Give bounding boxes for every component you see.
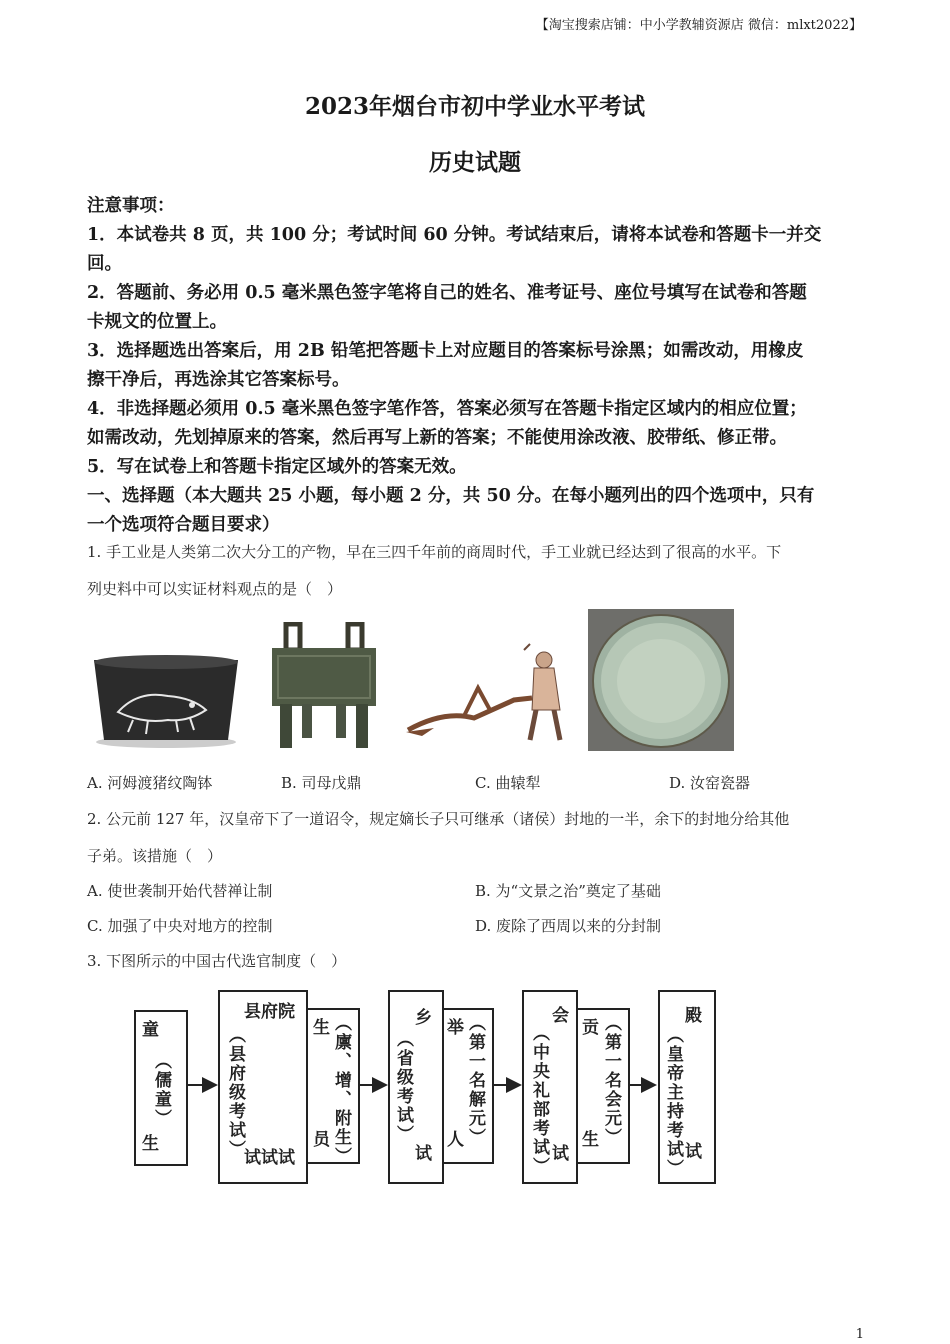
notice-item-1: 1．本试卷共 8 页，共 100 分；考试时间 60 分钟。考试结束后，请将本试卷和答题卡一并交	[87, 225, 822, 245]
q1-stem: 1. 手工业是人类第二次大分工的产物，早在三四千年前的商周时代，手工业就已经达到了很高的水平。下	[87, 543, 782, 561]
notice-item-3-cont: 擦干净后，再选涂其它答案标号。	[87, 370, 350, 390]
notice-item-5: 5．写在试卷上和答题卡指定区域外的答案无效。	[87, 457, 467, 477]
flow-b5-bottom: 人	[447, 1130, 464, 1150]
flow-b3-bottom: 员	[313, 1130, 330, 1150]
notice-item-1-cont: 回。	[87, 254, 122, 274]
flow-b3-note: （廪、增、附生）	[331, 1014, 351, 1166]
section-heading: 一、选择题（本大题共 25 小题，每小题 2 分，共 50 分。在每小题列出的四个选项中，只有	[87, 486, 815, 506]
notice-item-4: 4．非选择题必须用 0.5 毫米黑色签字笔作答，答案必须写在答题卡指定区域内的相应位置；	[87, 399, 807, 419]
flow-b6-bottom: 试	[552, 1144, 569, 1164]
flow-b1-note: （儒童）	[151, 1052, 171, 1128]
q1-option-c: C. 曲辕犁	[475, 774, 541, 792]
q2-option-c: C. 加强了中央对地方的控制	[87, 917, 273, 935]
q1-stem-cont: 列史料中可以实证材料观点的是（ ）	[87, 580, 343, 598]
flow-b8-bottom: 试	[685, 1142, 702, 1162]
page-number: 1	[855, 1327, 864, 1342]
q1-option-d: D. 汝窑瓷器	[669, 774, 751, 792]
flow-b4-note: （省级考试）	[393, 1030, 413, 1144]
q2-option-d: D. 废除了西周以来的分封制	[475, 917, 662, 935]
exam-title: 2023年烟台市初中学业水平考试	[304, 93, 645, 120]
notice-item-2: 2．答题前、务必用 0.5 毫米黑色签字笔将自己的姓名、准考证号、座位号填写在试卷和答题	[87, 283, 807, 303]
q2-option-b: B. 为“文景之治”奠定了基础	[475, 882, 661, 900]
flow-b3-top: 生	[313, 1018, 330, 1038]
flow-b5-top: 举	[447, 1018, 464, 1038]
q2-option-a: A. 使世袭制开始代替禅让制	[87, 882, 273, 900]
flow-b4-bottom: 试	[415, 1144, 432, 1164]
header-note: 【淘宝搜索店铺：中小学教辅资源店 微信：mlxt2022】	[535, 18, 862, 33]
q2-stem-cont: 子弟。该措施（ ）	[87, 847, 223, 865]
flow-b2-top: 县府院	[244, 1002, 295, 1022]
flow-b7-bottom: 生	[582, 1130, 599, 1150]
notice-heading: 注意事项：	[87, 196, 175, 216]
flow-b8-top: 殿	[685, 1006, 702, 1026]
exam-subtitle: 历史试题	[429, 149, 521, 176]
flow-b6-top: 会	[552, 1006, 569, 1026]
notice-item-2-cont: 卡规文的位置上。	[87, 312, 227, 332]
q1-option-a: A. 河姆渡猪纹陶钵	[87, 774, 213, 792]
notice-item-3: 3．选择题选出答案后，用 2B 铅笔把答题卡上对应题目的答案标号涂黑；如需改动，用橡皮	[87, 341, 804, 361]
flow-b6-note: （中央礼部考试）	[529, 1024, 549, 1176]
flow-b7-note: （第一名会元）	[601, 1014, 621, 1147]
flow-b1-top: 童	[142, 1020, 159, 1040]
flow-b1-bottom: 生	[142, 1134, 159, 1154]
flow-b2-bottom: 试试试	[244, 1148, 295, 1168]
notice-item-4-cont: 如需改动，先划掉原来的答案，然后再写上新的答案；不能使用涂改液、胶带纸、修正带。	[87, 428, 787, 448]
flow-b2-note: （县府级考试）	[225, 1026, 245, 1159]
flow-b7-top: 贡	[582, 1018, 599, 1038]
q2-stem: 2. 公元前 127 年，汉皇帝下了一道诏令，规定嫡长子只可继承（诸侯）封地的一半，余下的封地分给其他	[87, 810, 790, 828]
flow-b4-top: 乡	[415, 1008, 432, 1028]
q3-stem: 3. 下图所示的中国古代选官制度（ ）	[87, 952, 347, 970]
q1-option-b: B. 司母戊鼎	[281, 774, 362, 792]
flow-b8-note: （皇帝主持考试）	[663, 1026, 683, 1178]
section-heading-cont: 一个选项符合题目要求）	[87, 515, 280, 535]
flow-b5-note: （第一名解元）	[465, 1014, 485, 1147]
